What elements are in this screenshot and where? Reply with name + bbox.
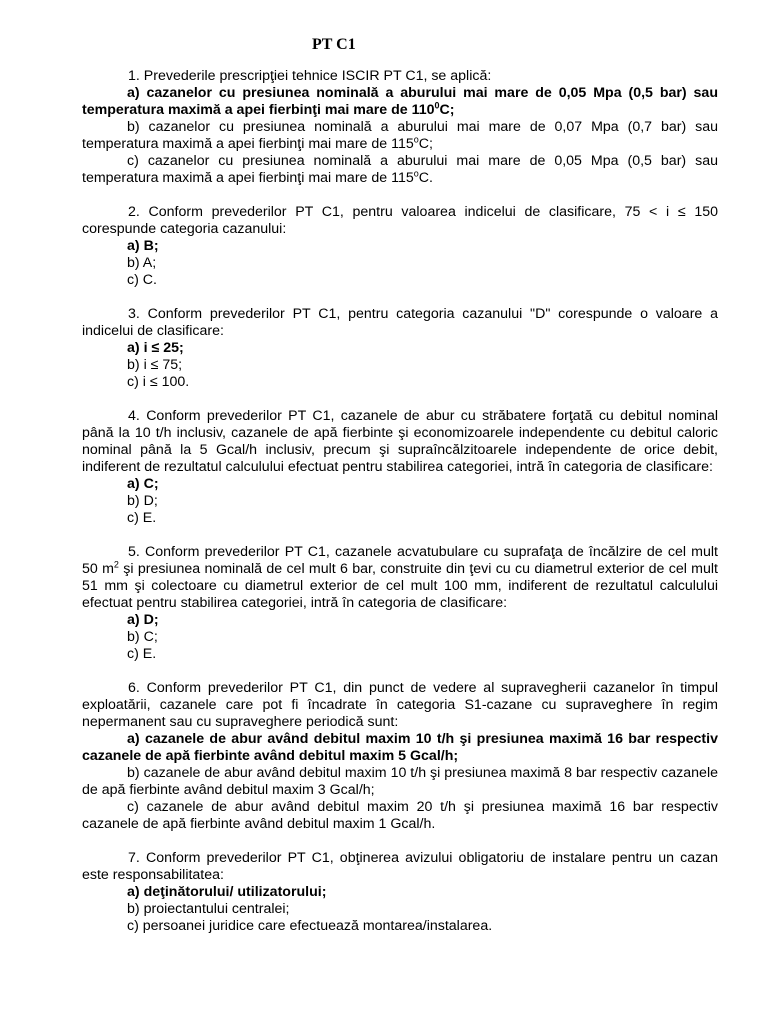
question-2	[82, 204, 718, 289]
question-number: 3.	[128, 306, 140, 322]
question-text	[82, 68, 718, 85]
question-text	[82, 408, 718, 476]
answer-label: a)	[127, 340, 140, 356]
answer-option-a	[82, 612, 718, 629]
question-5	[82, 544, 718, 663]
answer-option-b	[82, 629, 718, 646]
answer-text-end: C;	[439, 102, 455, 118]
question-3	[82, 306, 718, 391]
answer-option-b	[82, 357, 718, 374]
answer-list	[82, 884, 718, 935]
answer-text-end: C.	[418, 170, 433, 186]
answer-label: c)	[127, 272, 139, 288]
answer-list	[82, 612, 718, 663]
answer-option-c	[82, 799, 718, 833]
question-7	[82, 850, 718, 935]
answer-option-c	[82, 153, 718, 187]
document-title: PT C1	[312, 36, 356, 53]
answer-option-a	[82, 884, 718, 901]
answer-option-b	[82, 901, 718, 918]
answer-text: B;	[143, 238, 159, 254]
answer-label: c)	[127, 799, 139, 815]
question-6	[82, 680, 718, 833]
question-number: 1.	[128, 68, 140, 84]
question-text	[82, 306, 718, 340]
question-number: 2.	[128, 204, 140, 220]
question-body: Conform prevederilor PT C1, pentru valoarea indicelui de clasificare, 75 < i ≤ 150 corespunde categoria cazanului:	[82, 204, 718, 237]
answer-label: c)	[127, 510, 139, 526]
question-number: 6.	[128, 680, 140, 696]
answer-option-b	[82, 119, 718, 153]
answer-option-a	[82, 731, 718, 765]
answer-text: i ≤ 25;	[143, 340, 184, 356]
answer-text: C.	[142, 272, 157, 288]
question-number: 7.	[128, 850, 140, 866]
answer-option-c	[82, 374, 718, 391]
question-body: Prevederile prescripţiei tehnice ISCIR PT C1, se aplică:	[143, 68, 492, 84]
answer-label: a)	[127, 612, 140, 628]
answer-text: A;	[142, 255, 157, 271]
answer-label: a)	[127, 238, 140, 254]
question-body: Conform prevederilor PT C1, din punct de vedere al supravegherii cazanelor în timpul exploatării, cazanele care pot fi încadrate în categoria S1-cazane cu supraveghere în regim nepermanent sau cu supraveghere periodică sunt:	[82, 680, 718, 730]
answer-option-a	[82, 85, 718, 119]
question-1	[82, 68, 718, 187]
answer-option-a	[82, 340, 718, 357]
answer-superscript: 0	[434, 100, 440, 111]
answer-option-c	[82, 510, 718, 527]
answer-option-c	[82, 646, 718, 663]
answer-option-c	[82, 272, 718, 289]
answer-list	[82, 85, 718, 187]
answer-text: i ≤ 75;	[143, 357, 183, 373]
question-body: Conform prevederilor PT C1, cazanele acvatubulare cu suprafaţa de încălzire de cel mult 50 m	[82, 544, 718, 577]
answer-text: E.	[142, 646, 157, 662]
answer-text: D;	[143, 493, 158, 509]
answer-text: cazanelor cu presiunea nominală a aburului mai mare de 0,05 Mpa (0,5 bar) sau temperatura maximă a apei fierbinţi mai mare de 115	[82, 153, 718, 186]
question-body: Conform prevederilor PT C1, obţinerea avizului obligatoriu de instalare pentru un cazan este responsabilitatea:	[82, 850, 718, 883]
answer-label: c)	[127, 646, 139, 662]
answer-list	[82, 476, 718, 527]
answer-list	[82, 340, 718, 391]
question-text	[82, 204, 718, 238]
answer-option-b	[82, 765, 718, 799]
answer-option-b	[82, 255, 718, 272]
answer-superscript: o	[413, 168, 419, 179]
answer-text: cazanelor cu presiunea nominală a aburului mai mare de 0,05 Mpa (0,5 bar) sau temperatura maximă a apei fierbinţi mai mare de 110	[82, 85, 718, 118]
answer-label: a)	[127, 476, 140, 492]
answer-option-a	[82, 476, 718, 493]
answer-label: a)	[127, 85, 140, 101]
answer-label: b)	[127, 493, 140, 509]
answer-text: cazanele de abur având debitul maxim 20 t/h şi presiunea maximă 16 bar respectiv cazanele de apă fierbinte având debitul maxim 1 Gcal/h.	[82, 799, 718, 832]
answer-text: cazanele de abur având debitul maxim 10 t/h şi presiunea maximă 16 bar respectiv cazanele de apă fierbinte având debitul maxim 5 Gcal/h;	[82, 731, 718, 764]
answer-text: C;	[143, 629, 158, 645]
answer-text: cazanelor cu presiunea nominală a aburului mai mare de 0,07 Mpa (0,7 bar) sau temperatura maximă a apei fierbinţi mai mare de 115	[82, 119, 718, 152]
question-text	[82, 850, 718, 884]
answer-label: c)	[127, 374, 139, 390]
answer-text: proiectantului centralei;	[143, 901, 290, 917]
question-list	[82, 68, 718, 935]
question-text	[82, 680, 718, 731]
answer-text: i ≤ 100.	[142, 374, 190, 390]
answer-label: b)	[127, 765, 140, 781]
answer-label: b)	[127, 901, 140, 917]
answer-label: c)	[127, 153, 139, 169]
answer-list	[82, 238, 718, 289]
question-body: Conform prevederilor PT C1, pentru categoria cazanului "D" corespunde o valoare a indicelui de clasificare:	[82, 306, 719, 339]
answer-label: b)	[127, 357, 140, 373]
answer-superscript: o	[413, 134, 419, 145]
answer-label: a)	[127, 731, 140, 747]
answer-option-a	[82, 238, 718, 255]
question-4	[82, 408, 718, 527]
question-body: Conform prevederilor PT C1, cazanele de abur cu străbatere forţată cu debitul nominal până la 10 t/h inclusiv, cazanele de apă fierbinte şi economizoarele independente cu debitul caloric nominal până la 5 Gcal/h inclusiv, precum şi supraîncălzitoarele independente de orice debit, indiferent de rezultatul calculului efectuat pentru stabilirea categoriei, intră în categoria de clasificare:	[82, 408, 718, 475]
answer-option-b	[82, 493, 718, 510]
answer-list	[82, 731, 718, 833]
question-number: 4.	[128, 408, 140, 424]
question-body-cont: şi presiunea nominală de cel mult 6 bar, construite din ţevi cu cu diametrul exterior de cel mult 51 mm şi colectoare cu diametrul exterior de cel mult 100 mm, indiferent de rezultatul calculului efectuat pentru stabilirea categoriei, intră în categoria de clasificare:	[82, 561, 718, 611]
answer-text: deţinătorului/ utilizatorului;	[143, 884, 327, 900]
answer-label: b)	[127, 119, 140, 135]
answer-label: b)	[127, 629, 140, 645]
answer-text-end: C;	[418, 136, 433, 152]
answer-text: D;	[143, 612, 159, 628]
question-superscript: 2	[113, 559, 119, 570]
question-number: 5.	[128, 544, 140, 560]
answer-text: persoanei juridice care efectuează montarea/instalarea.	[142, 918, 493, 934]
answer-text: C;	[143, 476, 159, 492]
question-text	[82, 544, 718, 612]
answer-option-c	[82, 918, 718, 935]
answer-text: cazanele de abur având debitul maxim 10 t/h şi presiunea maximă 8 bar respectiv cazanele de apă fierbinte având debitul maxim 3 Gcal/h;	[82, 765, 718, 798]
answer-label: a)	[127, 884, 140, 900]
answer-label: c)	[127, 918, 139, 934]
answer-text: E.	[142, 510, 157, 526]
answer-label: b)	[127, 255, 140, 271]
